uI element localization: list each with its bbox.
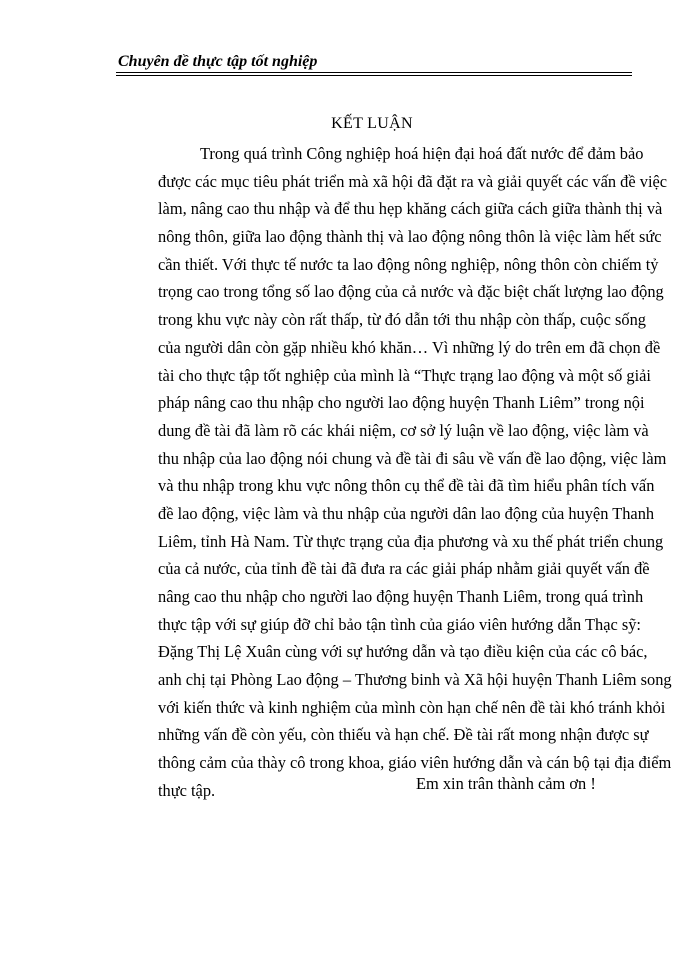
paragraph-line: trọng cao trong tổng số lao động của cả nước và đặc biệt chất lượng lao động	[158, 282, 664, 302]
paragraph-line: dung đề tài đã làm rõ các khái niệm, cơ sở lý luận về lao động, việc làm và	[158, 420, 649, 440]
paragraph-line: nâng cao thu nhập cho người lao động huyện Thanh Liêm, trong quá trình	[158, 587, 644, 606]
paragraph-line: với kiến thức và kinh nghiệm của mình còn hạn chế nên đề tài khó tránh khỏi	[158, 697, 666, 717]
paragraph-line: nông thôn, giữa lao động thành thị và lao động nông thôn là việc làm hết sức	[158, 227, 662, 247]
paragraph-line: Trong quá trình Công nghiệp hoá hiện đại hoá đất nước để đảm bảo	[200, 144, 644, 163]
header-rule-secondary	[116, 75, 632, 76]
body-paragraph	[158, 140, 672, 805]
paragraph-line: pháp nâng cao thu nhập cho người lao động huyện Thanh Liêm” trong nội	[158, 393, 645, 413]
paragraph-line: được các mục tiêu phát triển mà xã hội đã đặt ra và giải quyết các vấn đề việc	[158, 171, 668, 191]
paragraph-line: Đặng Thị Lệ Xuân cùng với sự hướng dẫn và tạo điều kiện của các cô bác,	[158, 642, 648, 662]
paragraph-line: đề lao động, việc làm và thu nhập của người dân lao động của huyện Thanh	[158, 503, 655, 523]
paragraph-line: cần thiết. Với thực tế nước ta lao động nông nghiệp, nông thôn còn chiếm tỷ	[158, 254, 659, 274]
paragraph-line: thông cảm của thày cô trong khoa, giáo viên hướng dẫn và cán bộ tại địa điểm	[158, 753, 672, 773]
paragraph-line: và thu nhập trong khu vực nông thôn cụ thể đề tài đã tìm hiểu phân tích vấn	[158, 476, 655, 496]
paragraph-line: làm, nâng cao thu nhập và để thu hẹp khăng cách giữa cách giữa thành thị và	[158, 199, 663, 219]
header-rule	[116, 72, 632, 73]
paragraph-line: thu nhập của lao động nói chung và đề tài đi sâu về vấn đề lao động, việc làm	[158, 448, 667, 468]
paragraph-line: thực tập.	[158, 780, 216, 800]
paragraph-line: của cả nước, của tỉnh đề tài đã đưa ra các giải pháp nhằm giải quyết vấn đề	[158, 559, 650, 579]
paragraph-line: tài cho thực tập tốt nghiệp của mình là “Thực trạng lao động và một số giải	[158, 365, 651, 385]
paragraph-line: Liêm, tỉnh Hà Nam. Từ thực trạng của địa phương và xu thế phát triển chung	[158, 531, 664, 551]
running-header: Chuyên đề thực tập tốt nghiệp	[118, 53, 318, 70]
paragraph-line: của người dân còn gặp nhiều khó khăn… Vì những lý do trên em đã chọn đề	[158, 337, 661, 357]
paragraph-line: anh chị tại Phòng Lao động – Thương binh và Xã hội huyện Thanh Liêm song	[158, 670, 672, 690]
closing-line: Em xin trân thành cảm ơn !	[416, 774, 596, 793]
paragraph-line: trong khu vực này còn rất thấp, từ đó dẫn tới thu nhập còn thấp, cuộc sống	[158, 310, 646, 330]
paragraph-line: những vấn đề còn yếu, còn thiếu và hạn chế. Đề tài rất mong nhận được sự	[158, 725, 649, 745]
paragraph-line: thực tập với sự giúp đỡ chỉ bảo tận tình của giáo viên hướng dẫn Thạc sỹ:	[158, 614, 641, 634]
section-title: KẾT LUẬN	[331, 115, 413, 132]
